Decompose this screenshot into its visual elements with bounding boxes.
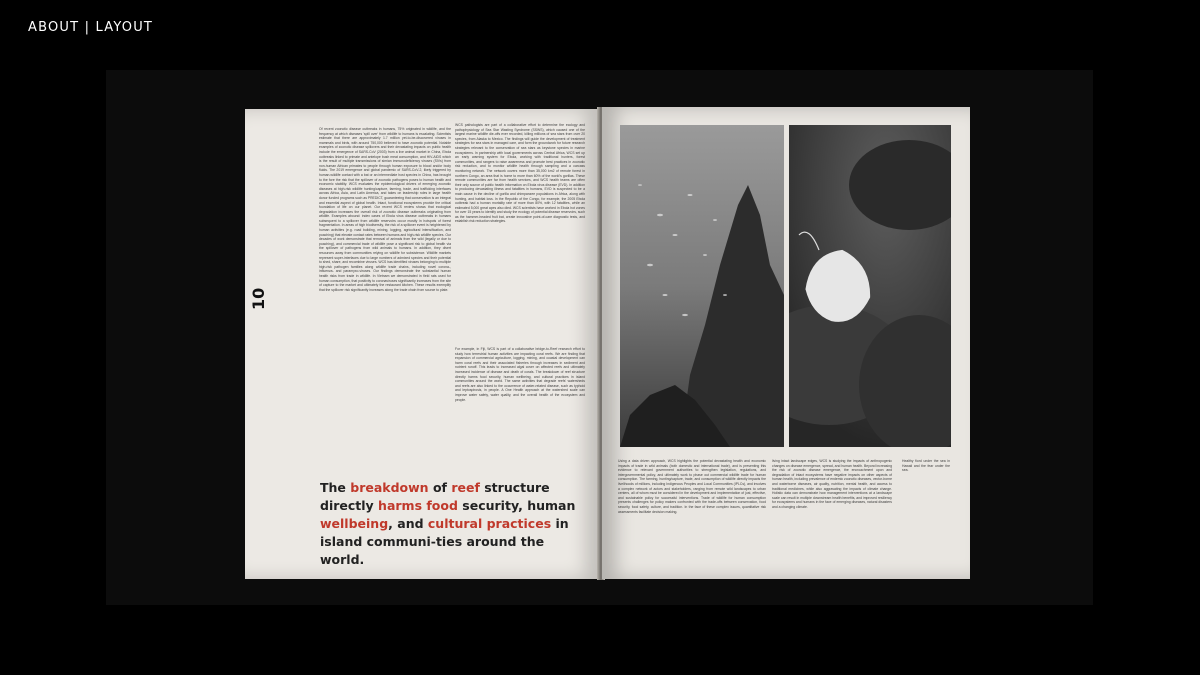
pull-quote <box>320 479 590 569</box>
right-page <box>602 107 970 579</box>
page-header: ABOUT | LAYOUT <box>28 20 154 35</box>
pull-quote-text: security, human <box>457 498 576 513</box>
body-column-2: WCS pathologists are part of a collaborative effort to determine the ecology and pathophysiology of Sea Star Wasting Syndrome (SSWS), which caused one of the largest marine wildlife die-offs ever recorded, killing millions of sea stars from over 20 species, from Alaska to Mexico. The findings will guide the development of treatment strategies for sea stars in managed care, and form the groundwork for future research strategies relevant to the conservation of sea stars as keystone species in marine ecosystems. In partnership with local governments across Central Africa, WCS set up an early warning system for Ebola, working with traditional hunters, forest communities, and rangers to raise awareness and promote best practices in zoonotic risk reduction, and to monitor wildlife health through sampling and a carcass monitoring network. The network covers more than 35,000 km2 of remote forest in northern Congo, an area that is home to more than 60% of the world's gorillas. These remote communities are far from health services, and WCS health teams are often their only source of public health information on Ebola virus disease (EVD). In addition to producing devastating illness and fatalities in humans, EVD is suspected to be a main cause in the decline of gorilla and chimpanzee populations in Africa, along with hunting, and habitat loss. In the Republic of the Congo, for example, the 2005 Ebola outbreak had a human mortality rate of more than 80%, with 12 fatalities, while an estimated 5,000 great apes also died. WCS scientists have worked in Ebola hot zones for over 15 years to identify and study the ecology of potential disease reservoirs, such as the hammer-headed fruit bat, create innovative point-of-care diagnostic tests, and establish risk reduction strategies. <box>455 123 585 224</box>
pull-quote-text: of <box>428 480 452 495</box>
photo-reef-fish <box>620 125 784 447</box>
body-column-5: living intact landscape edges, WCS is studying the impacts of anthropogenic changes on disease emergence, spread, and human health. Beyond increasing the risk of zoonotic disease emergence, the encroachment upon and degradation of intact ecosystems have negative impacts on other aspects of human health, including prevalence of endemic zoonotic diseases, vector-borne and waterborne diseases, air quality, nutrition, mental health, and access to traditional medicines, while also aggravating the impacts of climate change. Holistic data can demonstrate how management interventions at a landscape scale can result in multiple downstream health benefits, and improved resiliency for ecosystems and humans in the face of emerging diseases, natural disasters and a changing climate. <box>772 459 892 509</box>
pull-quote-text: in island communi-ties around the world. <box>320 516 569 567</box>
photo-caption: Healthy fiord under the sea in Hawaii and the fear under the sea. <box>902 459 950 473</box>
magazine-spread <box>245 107 970 580</box>
pull-quote-text: The <box>320 480 351 495</box>
page-number: 10 <box>249 287 268 310</box>
pull-quote-highlight: reef <box>451 480 480 495</box>
body-column-1: Of recent zoonotic disease outbreaks in humans, 75% originated in wildlife, and the frequency at which diseases 'spill over' from wildlife to humans is escalating. Scientists estimate that there are approximately 1.7 million yet-to-be-discovered viruses in mammals and birds, with around 750,000 believed to have zoonotic potential. Notable examples of zoonotic disease spillovers and their devastating impacts on public health include the emergence of SARS-CoV (2003) from a live animal market in China, Ebola outbreaks linked to primate and antelope bush meat consumption, and HIV-AIDS which is the result of multiple transmissions of simian immunodeficiency viruses (SIVs) from non-human African primates to people through human exposure to blood and/or body fluids. The 2019 emergence and global pandemic of SARS-CoV-2, likely triggered by human-wildlife contact with a bat or an intermediate host species in China, has brought to the fore the risk that the spillover of zoonotic pathogens poses to human health and economic stability. WCS evaluates the epidemiological drivers of emerging zoonotic diseases at high-risk wildlife hunting/capture, farming, trade, and trafficking interfaces across Africa, Asia, and Latin America, and takes on leadership roles in large health donor funded programs such as PREDICT, guaranteeing that conservation is an integral and essential aspect of global health. Intact, functional ecosystems provide the critical foundation of life on our planet. Our recent WCS review shows that ecological degradation increases the overall risk of zoonotic disease outbreaks originating from wildlife. Examples abound: index cases of Ebola virus disease outbreaks in humans subsequent to a spillover from wildlife reservoirs occur mostly in hotspots of forest fragmentation. In areas of high biodiversity, the risk of a spillover event is heightened by human activities (e.g. road building, mining, logging, agricultural intensification, and poaching) that elevate contact rates between humans and high-risk wildlife species. Our decades of work demonstrate that removal of animals from the wild (legally or due to poaching), and commercial trade of wildlife pose a significant risk to global health via the spillover of pathogens from wild animals to humans. In addition, they divert resources away from communities relying on wildlife for subsistence. Wildlife markets represent super-interfaces due to large numbers of admixed species and their potential to shed, share, and recombine viruses. WCS has identified viruses belonging to multiple high-risk pathogen families along wildlife trade chains, including novel corona-, influenza- and paramyxo-viruses. Our findings demonstrate the substantial human health risks from trade in wildlife. In Vietnam we demonstrated in field rats used for human consumption, that positivity to coronaviruses significantly increases from the site of capture to the market and ultimately the restaurant kitchen. These results exemplify that the spillover risk significantly increases along the trade chain from source to plate. <box>319 127 451 292</box>
pull-quote-text: , and <box>388 516 428 531</box>
photo-mask-coral <box>789 125 951 447</box>
body-column-4: Using a data driven approach, WCS highlights the potential devastating health and economic impacts of trade in wild animals (both domestic and international trade), and is presenting this evidence to relevant government authorities to strengthen legislation, regulations, and intergovernmental policy, and ultimately work to phase out commercial wildlife trade for human consumption. The farming, hunting/capture, trade, and consumption of wildlife directly impacts the livelihoods of millions, including Indigenous Peoples and Local Communities (IPLCs), and involves a complex network of actors and stakeholders, ranging from remote wild landscapes to urban centers, all of whom must be considered in the development and implementation of just, effective, and sustainable policy for successful interventions. Trade of wildlife for human consumption presents challenges for policy makers confronted with the trade-offs between conservation, food security, food safety, culture, and tradition. In the face of these complex issues, quantitative risk assessments facilitate decision making. <box>618 459 766 514</box>
pull-quote-highlight: wellbeing <box>320 516 389 531</box>
pull-quote-highlight: cultural practices <box>427 516 552 531</box>
pull-quote-highlight: harms food <box>378 498 458 513</box>
pull-quote-highlight: breakdown <box>350 480 429 495</box>
body-column-3: For example, in Fiji, WCS is part of a collaborative bridge-to-Reef research effort to study how terrestrial human activities are impacting coral reefs. We are finding that expansion of commercial agriculture, logging, mining, and coastal development can harm coral reefs and their associated fisheries through increases in sediment and nutrient runoff. This leads to increased algal cover on affected reefs and ultimately increased incidence of disease and death of corals. The breakdown of reef structure directly harms food security, human wellbeing, and cultural practices in island communities around the world. The same activities that degrade reefs' watersheds and reefs are also linked to the occurrence of water-related disease, such as typhoid and leptospirosis, in people. A One Health approach at the watershed scale can improve water safety, water quality, and the overall health of the ecosystem and people. <box>455 347 585 402</box>
left-page <box>245 109 600 579</box>
pull-quote-text: structure directly <box>320 480 550 513</box>
